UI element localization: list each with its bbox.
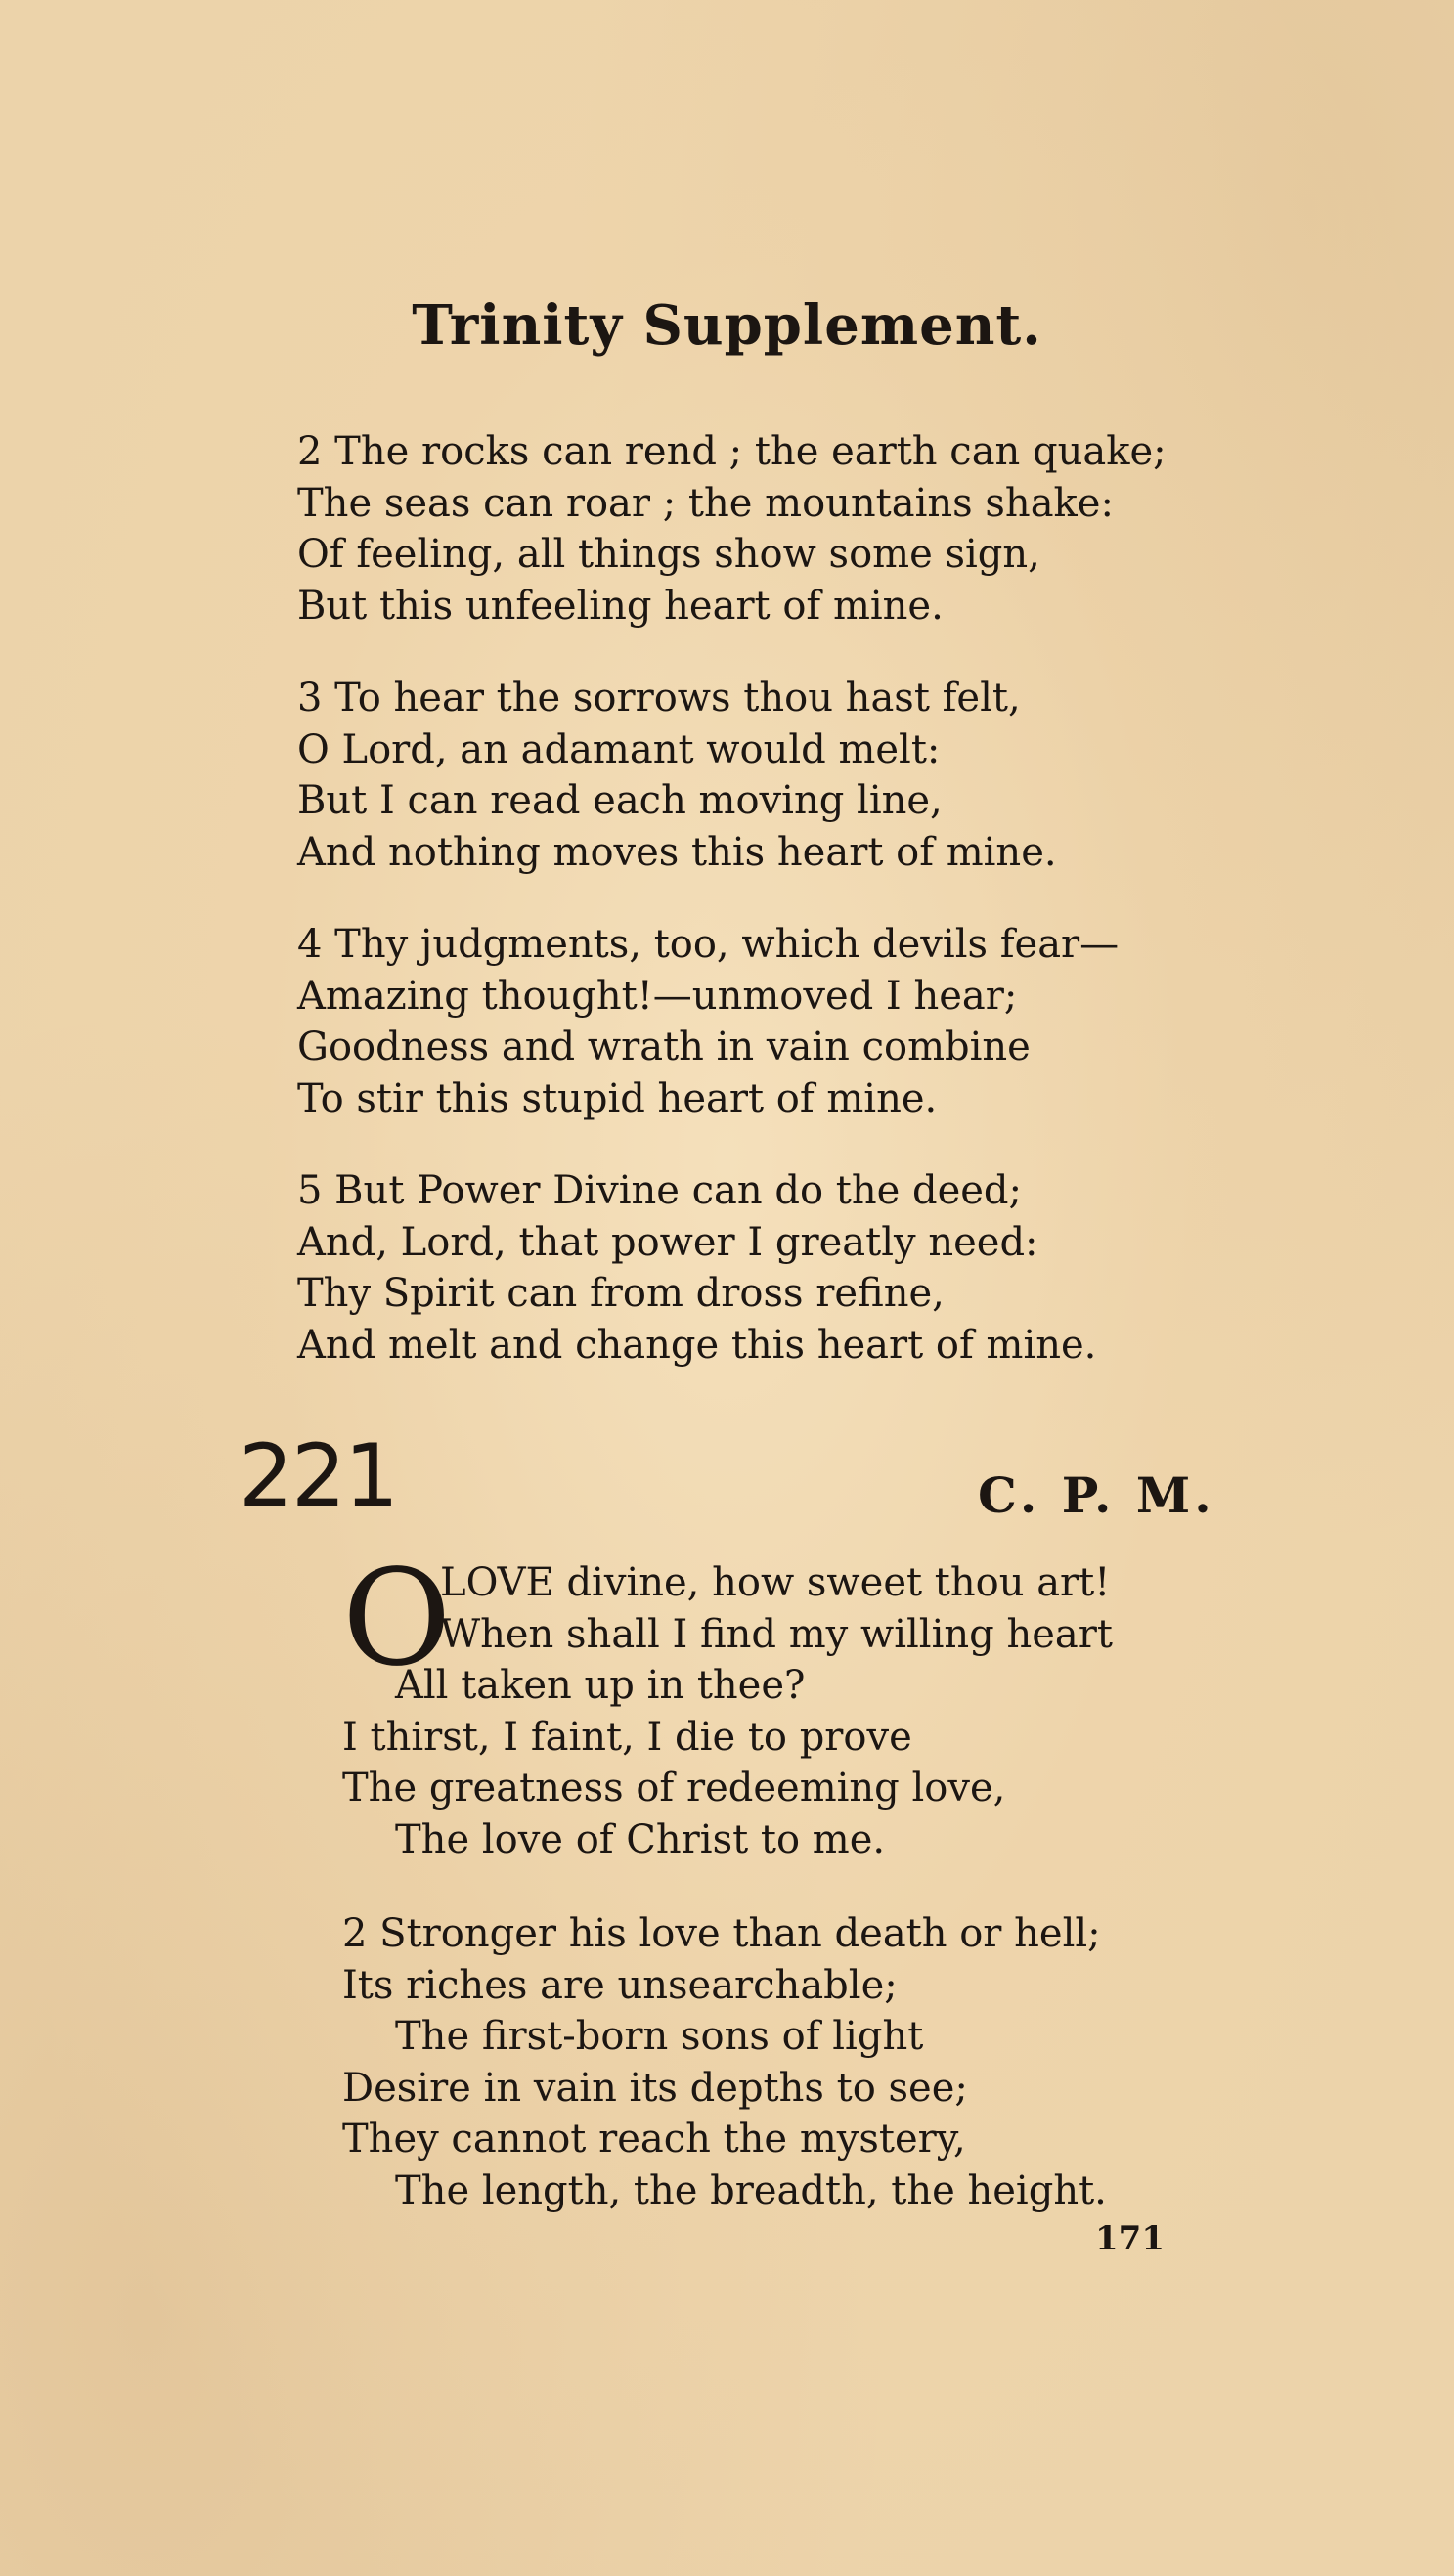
verse-line: Its riches are unsearchable; <box>342 1962 898 2008</box>
verse-line: And melt and change this heart of mine. <box>297 1322 1097 1368</box>
verse-line: Of feeling, all things show some sign, <box>297 532 1040 577</box>
verse-line: But this unfeeling heart of mine. <box>297 583 944 629</box>
verse-line: The love of Christ to me. <box>395 1816 886 1862</box>
verse-line: Goodness and wrath in vain combine <box>297 1025 1031 1070</box>
stanza-2 <box>297 426 1167 632</box>
verse-line: Thy Spirit can from dross refine, <box>297 1271 945 1316</box>
verse-line: The first-born sons of light <box>395 2014 924 2059</box>
verse-line: 2 Stronger his love than death or hell; <box>342 1911 1101 1956</box>
verse-line: But I can read each moving line, <box>297 778 943 823</box>
verse-line: O Lord, an adamant would melt: <box>297 726 941 772</box>
verse-line: The seas can roar ; the mountains shake: <box>297 480 1114 526</box>
verse-line: 4 Thy judgments, too, which devils fear— <box>297 922 1120 967</box>
verse-line: They cannot reach the mystery, <box>342 2117 966 2161</box>
hymn-meter: C. P. M. <box>978 1466 1215 1524</box>
verse-line: To stir this stupid heart of mine. <box>297 1075 938 1121</box>
stanza-5 <box>297 1165 1096 1371</box>
hymn-number: 221 <box>239 1425 397 1526</box>
verse-line: Amazing thought!—unmoved I hear; <box>297 973 1018 1019</box>
verse-line: 3 To hear the sorrows thou hast felt, <box>297 676 1021 720</box>
verse-line: LOVE divine, how sweet thou art! <box>440 1560 1111 1605</box>
hymn-221-stanza-1 <box>342 1557 1113 1865</box>
verse-line: The greatness of redeeming love, <box>342 1766 1006 1811</box>
page-number: 171 <box>1095 2219 1165 2258</box>
verse-line: I thirst, I faint, I die to prove <box>342 1714 912 1760</box>
verse-line: When shall I find my willing heart <box>440 1611 1113 1657</box>
hymn-221-stanza-2 <box>342 1908 1107 2216</box>
running-header: Trinity Supplement. <box>412 293 1042 358</box>
stanza-4 <box>297 919 1119 1124</box>
verse-line: And nothing moves this heart of mine. <box>297 829 1057 875</box>
verse-line: Desire in vain its depths to see; <box>342 2065 968 2111</box>
verse-line: 2 The rocks can rend ; the earth can quake; <box>297 429 1167 474</box>
verse-line: All taken up in thee? <box>395 1663 806 1708</box>
verse-line: 5 But Power Divine can do the deed; <box>297 1168 1023 1213</box>
stanza-3 <box>297 673 1057 878</box>
drop-cap: O <box>342 1542 452 1696</box>
verse-line: And, Lord, that power I greatly need: <box>297 1219 1038 1265</box>
verse-line: The length, the breadth, the height. <box>395 2167 1107 2213</box>
